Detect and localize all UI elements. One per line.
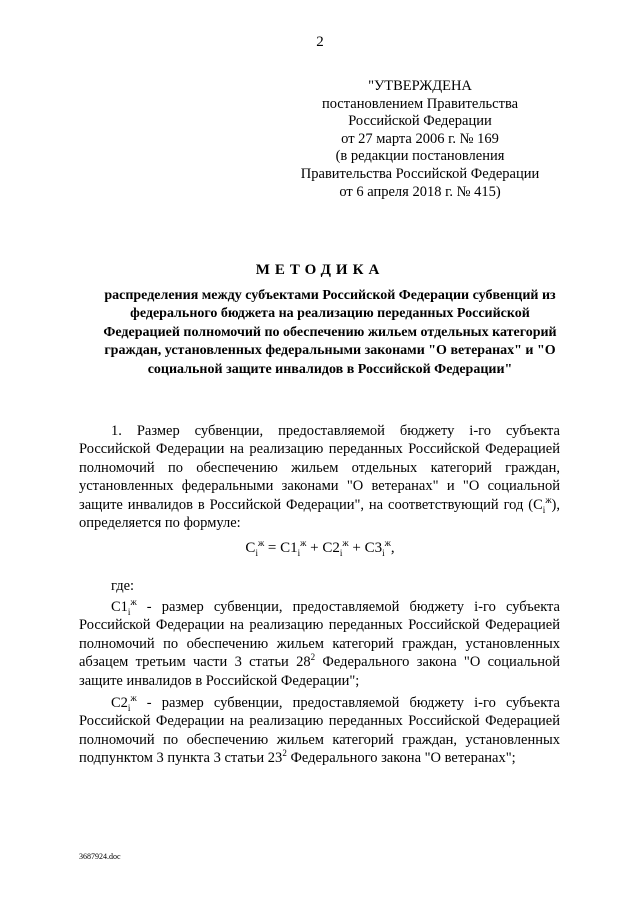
formula-eq: = [264,540,281,556]
formula-term-3: C3 [364,540,383,556]
c2-sub: i [127,702,131,713]
approval-line: (в редакции постановления [335,148,505,165]
page-number: 2 [316,34,324,50]
c1-text-b: Федерального закона "О социальной защите инвалидов в Российской Федерации"; [79,654,561,689]
formula-term-1: C1 [280,540,298,556]
c1-symbol: C1 [111,599,128,615]
c2-text-b: Федерального закона "О ветеранах"; [286,750,516,767]
paragraph-1-text: 1. Размер субвенции, предоставляемой бюджету i-го субъекта Российской Федерации на реализацию переданных Российской Федерацией полномочий по обеспечению жильем отдельных категорий граждан, установленных федеральными законами "О ветеранах" и "О социальной защите инвалидов в Российской Федерации", на соответствующий год (C [79,423,560,513]
c1-article-sup: 2 [310,652,316,663]
formula-end: , [390,540,395,556]
formula-sub: i [339,548,343,558]
paragraph-1 [79,422,560,532]
approval-block [300,78,540,201]
approval-line: от 27 марта 2006 г. № 169 [341,130,499,147]
formula-sub: i [297,548,301,558]
formula-sup: ж [300,538,307,548]
c1-text-a: - размер субвенции, предоставляемой бюджету i-го субъекта Российской Федерации на реализацию переданных Российской Федерацией полномочий по обеспечению жильем категорий граждан, установленных абзацем третьим части 3 статьи 28 [79,599,560,671]
approval-line: постановлением Правительства [321,95,519,112]
paragraph-1-tail: ), определяется по формуле: [79,496,560,532]
var-sub: i [542,504,546,515]
definition-c1 [79,598,560,690]
var-sup: ж [545,494,552,505]
approval-line: Российской Федерации [348,113,492,130]
formula [0,540,640,557]
approval-line: Правительства Российской Федерации [300,165,540,182]
document-title: МЕТОДИКА [255,262,385,278]
c2-symbol: C2 [111,695,128,711]
formula-sub: i [382,548,385,558]
formula-sub: i [255,548,258,558]
c1-sup: ж [130,597,137,608]
where-label: где: [111,578,135,594]
c1-sub: i [127,606,131,617]
c2-article-sup: 2 [282,748,287,759]
approval-line: от 6 апреля 2018 г. № 415) [339,183,501,200]
c2-sup: ж [130,693,137,704]
c2-text-a: - размер субвенции, предоставляемой бюджету i-го субъекта Российской Федерации на реализацию переданных Российской Федерацией полномочий по обеспечению жильем категорий граждан, установленных подпунктом 3 пункта 3 статьи 23 [79,695,560,767]
document-subtitle: распределения между субъектами Российской Федерации субвенций из федерального бюджета на реализацию переданных Российской Федерацией полномочий по обеспечению жильем отдельных категорий граждан, установленных федеральными законами "О ветеранах" и "О социальной защите инвалидов в Российской Федерации" [103,288,557,377]
formula-sup: ж [342,538,349,548]
definition-c2 [79,694,560,768]
formula-plus: + [348,540,365,556]
formula-sup: ж [257,538,265,548]
formula-lhs: C [245,540,256,556]
file-name-footer: 3687924.doc [79,852,121,861]
formula-plus: + [306,540,323,556]
approval-line: "УТВЕРЖДЕНА [368,78,472,94]
formula-sup: ж [384,538,391,548]
formula-term-2: C2 [322,540,340,556]
